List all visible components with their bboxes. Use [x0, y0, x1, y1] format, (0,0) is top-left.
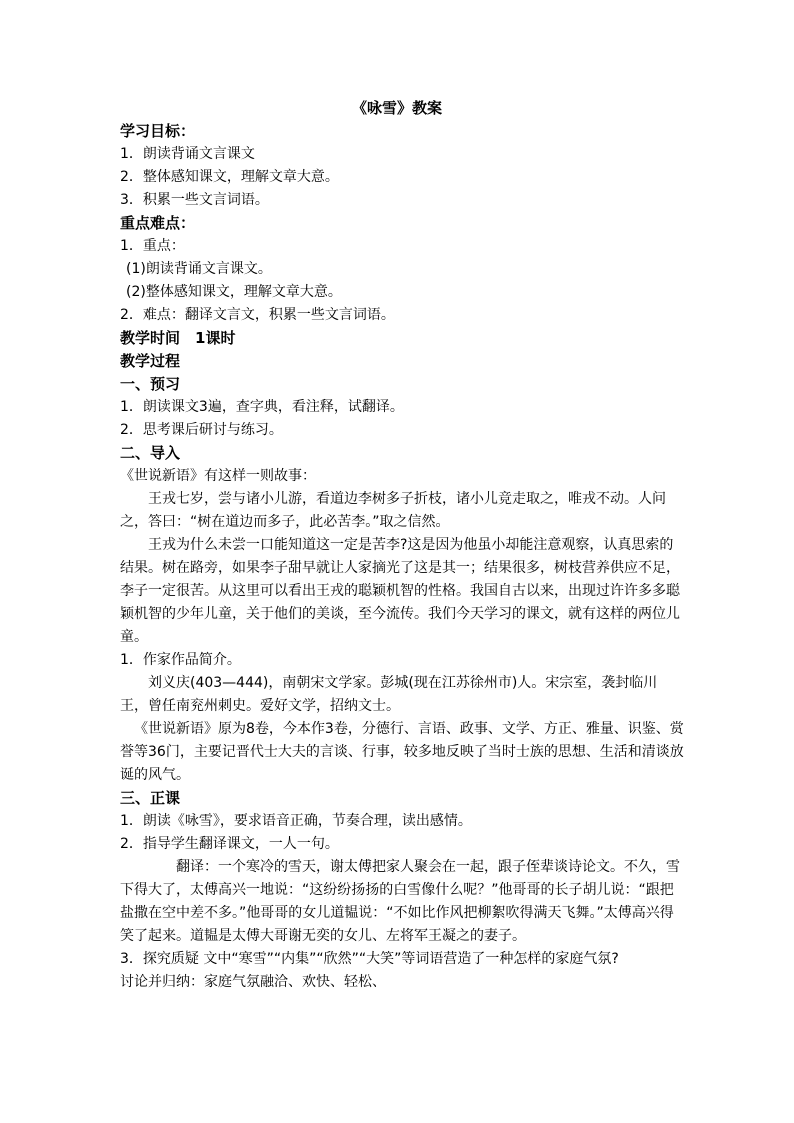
lesson-item: 2．指导学生翻译课文，一人一句。 — [120, 836, 339, 852]
section-introduction: 二、导入 — [120, 444, 181, 462]
heading-learning-goals: 学习目标： — [120, 122, 196, 140]
key-point-subitem: (2)整体感知课文，理解文章大意。 — [126, 284, 342, 300]
preview-item: 1．朗读课文3遍，查字典，看注释，试翻译。 — [120, 399, 404, 415]
section-main-lesson: 三、正课 — [120, 789, 181, 807]
document-body — [120, 120, 685, 994]
key-point-subitem: (1)朗读背诵文言课文。 — [126, 261, 272, 277]
key-point-item: 2．难点：翻译文言文，积累一些文言词语。 — [120, 307, 395, 323]
intro-line: 《世说新语》有这样一则故事： — [120, 468, 316, 484]
document-title: 《咏雪》教案 — [351, 99, 442, 117]
key-point-item: 1．重点： — [120, 238, 185, 254]
story-explanation-paragraph: 王戎为什么未尝一口能知道这一定是苦李?这是因为他虽小却能注意观察，认真思索的结果。树在路旁，如果李子甜早就让人家摘光了这是其一；结果很多，树枝营养供应不足，李子一定很苦。从这里可以看出王戎的聪颖机智的性格。我国自古以来，出现过许许多多聪颖机智的少年儿童，关于他们的美谈，至今流传。我们今天学习的课文，就有这样的两位儿童。 — [120, 537, 680, 645]
section-preview: 一、预习 — [120, 375, 181, 393]
translation-paragraph: 翻译：一个寒冷的雪天，谢太傅把家人聚会在一起，跟子侄辈谈诗论文。不久，雪下得大了，太傅高兴一地说：“这纷纷扬扬的白雪像什么呢？”他哥哥的长子胡儿说：“跟把盐撒在空中差不多。”他哥哥的女儿道韫说：“不如比作风把柳絮吹得满天飞舞。”太傅高兴得笑了起来。道韫是太傅大哥谢无奕的女儿、左将军王凝之的妻子。 — [120, 859, 680, 944]
goal-item: 2．整体感知课文，理解文章大意。 — [120, 169, 339, 185]
book-paragraph: 《世说新语》原为8卷，今本作3卷，分德行、言语、政事、文学、方正、雅量、识鉴、赏誉等36门，主要记晋代士大夫的言谈、行事，较多地反映了当时士族的思想、生活和清谈放诞的风气。 — [120, 721, 684, 783]
story-paragraph: 王戎七岁，尝与诸小儿游，看道边李树多子折枝，诸小儿竞走取之，唯戎不动。人问之，答曰：“树在道边而多子，此必苦李。”取之信然。 — [120, 491, 666, 530]
preview-item: 2．思考课后研讨与练习。 — [120, 422, 283, 438]
goal-item: 3．积累一些文言词语。 — [120, 192, 269, 208]
author-intro-heading: 1．作家作品简介。 — [120, 652, 241, 668]
lesson-item: 3．探究质疑 文中“寒雪”“内集”“欣然”“大笑”等词语营造了一种怎样的家庭气氛? — [120, 951, 619, 967]
lesson-item: 1．朗读《咏雪》，要求语音正确，节奏合理，读出感情。 — [120, 813, 472, 829]
goal-item: 1．朗读背诵文言课文 — [120, 146, 255, 162]
discussion-summary: 讨论并归纳：家庭气氛融洽、欢快、轻松、 — [120, 974, 386, 990]
author-paragraph: 刘义庆(403—444)，南朝宋文学家。彭城(现在江苏徐州市)人。宋宗室，袭封临川王，曾任南兖州刺史。爱好文学，招纳文士。 — [120, 675, 658, 714]
heading-teaching-process: 教学过程 — [120, 352, 181, 370]
heading-key-points: 重点难点： — [120, 214, 196, 232]
heading-teaching-time: 教学时间 1课时 — [120, 329, 236, 347]
